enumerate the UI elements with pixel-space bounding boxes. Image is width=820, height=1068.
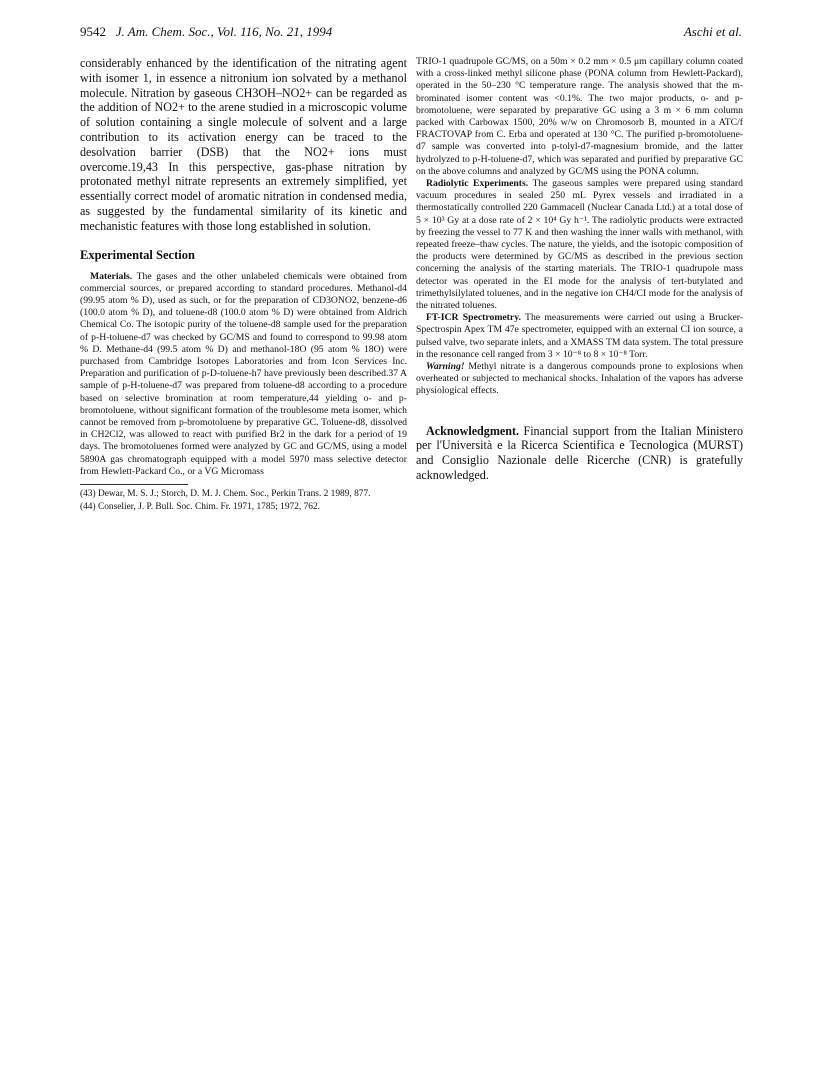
radiolytic-text: The gaseous samples were prepared using standard vacuum procedures in sealed 250 mL Pyrex vessels and irradiated in a thermostatically controlled 220 Gammacell (Nuclear Canada Ltd.) at a total dose of 5 × 10³ Gy at a dose rate of 2 × 10⁴ Gy h⁻¹. The radiolytic products were extracted by freezing the vessel to 77 K and then washing the inner walls with methanol, with repeated freeze–thaw cycles. The nature, the yields, and the isotopic composition of the products were determined by GC/MS as described in the previous section concerning the analysis of the starting materials. The TRIO-1 quadrupole mass detector was operated in the EI mode for the analysis of tert-butylated and trimethylsilylated toluenes, and in the negative ion CH4/CI mode for the analysis of the nitrated toluenes.: [416, 178, 743, 312]
fticr-paragraph: [416, 312, 743, 361]
page-number: 9542: [80, 24, 106, 39]
acknowledgment-paragraph: [416, 424, 743, 483]
warning-heading: Warning!: [426, 361, 465, 373]
intro-paragraph: considerably enhanced by the identification of the nitrating agent with isomer 1, in essence a nitronium ion solvated by a methanol molecule. Nitration by gaseous CH3OH–NO2+ can be regarded as the addition of NO2+ to the arene studied in a microscopic volume of solution containing a single molecule of solvent and a large contribution to its activation energy can be traced to the desolvation barrier (DSB) that the NO2+ ions must overcome.19,43 In this perspective, gas-phase nitration by protonated methyl nitrate represents an extremely simplified, yet essentially correct model of aromatic nitration in condensed media, as suggested by the fundamental similarity of its kinetic and mechanistic features with those long established in solution.: [80, 56, 407, 233]
section-heading: Experimental Section: [80, 247, 195, 262]
fticr-text: The measurements were carried out using a Brucker-Spectrospin Apex TM 47e spectrometer, equipped with an external CI ion source, a pulsed valve, two separate inlets, and a XMASS TM data system. The total pressure in the resonance cell ranged from 3 × 10⁻⁸ to 8 × 10⁻⁸ Torr.: [416, 312, 744, 360]
acknowledgment-heading: Acknowledgment.: [426, 423, 520, 438]
footnote-44: (44) Conselier, J. P. Bull. Soc. Chim. Fr. 1971, 1785; 1972, 762.: [80, 501, 320, 512]
materials-heading: Materials.: [90, 270, 133, 282]
journal-citation: J. Am. Chem. Soc., Vol. 116, No. 21, 1994: [115, 24, 333, 39]
materials-text: The gases and the other unlabeled chemicals were obtained from commercial sources, or prepared according to standard procedures. Methanol-d4 (99.95 atom % D), used as such, or for the preparation of CD3ONO2, benzene-d6 (100.0 atom % D), and toluene-d8 (100.0 atom % D) were obtained from Aldrich Chemical Co. The isotopic purity of the toluene-d8 sample used for the preparation of p-H-toluene-d7 was checked by GC/MS and found to correspond to 99.98 atom % D. Methane-d4 (99.5 atom % D) and methanol-18O (95 atom % 18O) were purchased from Cambridge Isotopes Laboratories and from Icon Services Inc. Preparation and purification of p-D-toluene-h7 have previously been described.37 A sample of p-H-toluene-d7 was prepared from toluene-d8 according to a procedure based on selective bromination at room temperature,44 yielding o- and p-bromotoluene, without significant formation of the troublesome meta isomer, which cannot be removed from p-bromotoluene by preparative GC. Toluene-d8, dissolved in CH2Cl2, was allowed to react with purified Br2 in the dark for a period of 19 days. The bromotoluenes formed were analyzed by GC and GC/MS, using a model 5890A gas chromatograph equipped with a model 5970 mass selective detector from Hewlett-Packard Co., or a VG Micromass: [80, 270, 407, 477]
radiolytic-heading: Radiolytic Experiments.: [426, 178, 529, 190]
footnote-43: (43) Dewar, M. S. J.; Storch, D. M. J. Chem. Soc., Perkin Trans. 2 1989, 877.: [80, 489, 371, 500]
acknowledgment-text: Financial support from the Italian Ministero per l'Università e la Ricerca Scientifica e Tecnologica (MURST) and Consiglio Nazionale delle Ricerche (CNR) is gratefully acknowledged.: [416, 423, 743, 483]
right-column: [416, 56, 743, 483]
warning-text: Methyl nitrate is a dangerous compounds prone to explosions when overheated or subjected to mechanical shocks. Inhalation of the vapors has adverse physiological effects.: [416, 361, 743, 397]
running-header: [80, 24, 742, 42]
materials-paragraph: [80, 271, 407, 478]
fticr-heading: FT-ICR Spectrometry.: [426, 312, 521, 324]
running-authors: Aschi et al.: [683, 24, 742, 39]
left-column: [80, 56, 407, 513]
radiolytic-paragraph: [416, 178, 743, 312]
materials-continued: TRIO-1 quadrupole GC/MS, on a 50m × 0.2 mm × 0.5 μm capillary column coated with a cross-linked methyl silicone phase (PONA column from Hewlett-Packard), operated in the 50–230 °C temperature range. The analysis showed that the m-brominated isomer content was <0.1%. The two major products, o- and p-bromotoluene, were separated by preparative GC using a 3 m × 6 mm column packed with Carbowax 1500, 20% w/w on Chromosorb B, mounted in a ATC/f FRACTOVAP from C. Erba and operated at 130 °C. The purified p-bromotoluene-d7 sample was converted into p-tolyl-d7-magnesium bromide, and the latter hydrolyzed to p-H-toluene-d7, which was separated and purified by preparative GC on the above columns and analyzed by GC/MS using the PONA column.: [416, 56, 743, 177]
warning-paragraph: [416, 361, 743, 398]
